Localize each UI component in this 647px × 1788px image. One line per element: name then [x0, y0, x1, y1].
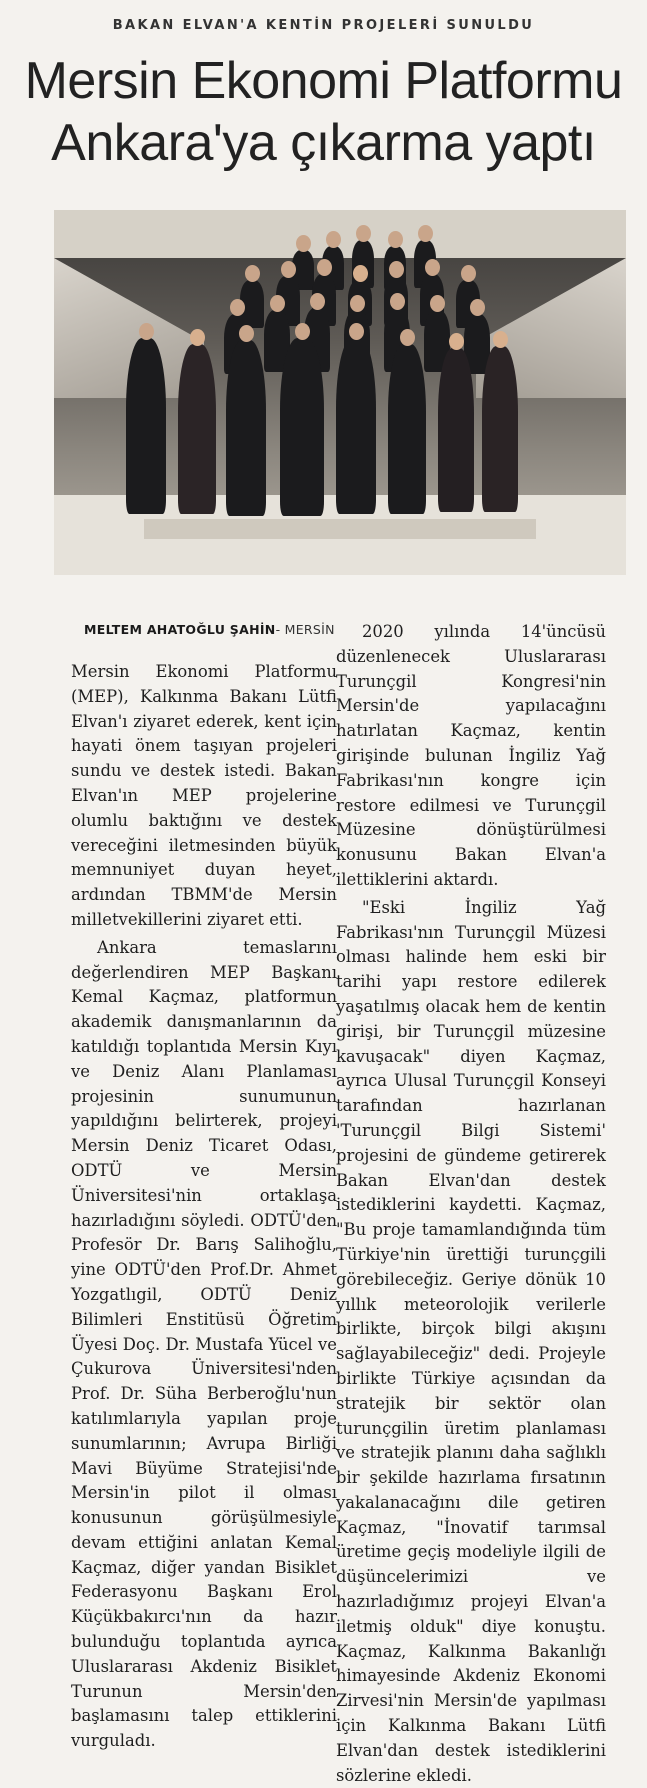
paragraph: Mersin Ekonomi Platformu (MEP), Kalkınma Bakanı Lütfi Elvan'ı ziyaret ederek, kent için hayati önem taşıyan projeleri sundu ve destek istedi. Bakan Elvan'ın MEP projelerine olumlu baktığını ve destek vereceğini iletmesinden büyük memnuniyet duyan heyet, ardından TBMM'de Mersin milletvekillerini ziyaret etti. [71, 662, 337, 929]
article-byline [84, 622, 335, 637]
article-column-1 [71, 660, 337, 1754]
photo-step [144, 519, 536, 539]
headline-line-1: Mersin Ekonomi Platformu [24, 52, 623, 110]
photo-person [438, 348, 474, 512]
group-photo [54, 210, 626, 575]
article-headline [0, 50, 647, 174]
photo-person [126, 338, 166, 514]
headline-line-2: Ankara'ya çıkarma yaptı [51, 114, 596, 172]
byline-author: MELTEM AHATOĞLU ŞAHİN [84, 622, 276, 637]
byline-location: - MERSİN [275, 622, 335, 637]
photo-person [280, 338, 324, 516]
paragraph: 2020 yılında 14'üncüsü düzenlenecek Uluslararası Turunçgil Kongresi'nin Mersin'de yapılacağını hatırlatan Kaçmaz, kentin girişinde bulunan İngiliz Yağ Fabrikası'nın kongre için restore edilmesi ve Turunçgil Müzesine dönüştürülmesi konusunu Bakan Elvan'a ilettiklerini aktardı. [336, 622, 606, 889]
photo-person [388, 344, 426, 514]
photo-person [336, 338, 376, 514]
article-kicker: BAKAN ELVAN'A KENTİN PROJELERİ SUNULDU [112, 18, 535, 33]
photo-person [482, 346, 518, 512]
photo-person [178, 344, 216, 514]
article-column-2 [336, 620, 606, 1788]
photo-person [226, 340, 266, 516]
paragraph: Ankara temaslarını değerlendiren MEP Başkanı Kemal Kaçmaz, platformun akademik danışmanlarının da katıldığı toplantıda Mersin Kıyı ve Deniz Alanı Planlaması projesinin sunumunun yapıldığını belirterek, projeyi Mersin Deniz Ticaret Odası, ODTÜ ve Mersin Üniversitesi'nin ortaklaşa hazırladığını söyledi. ODTÜ'den Profesör Dr. Barış Salihoğlu, yine ODTÜ'den Prof.Dr. Ahmet Yozgatlıgil, ODTÜ Deniz Bilimleri Enstitüsü Öğretim Üyesi Doç. Dr. Mustafa Yücel ve Çukurova Üniversitesi'nden Prof. Dr. Süha Berberoğlu'nun katılımlarıyla yapılan proje sunumlarının; Avrupa Birliği Mavi Büyüme Stratejisi'nde Mersin'in pilot il olması konusunun görüşülmesiyle devam ettiğini anlatan Kemal Kaçmaz, diğer yandan Bisiklet Federasyonu Başkanı Erol Küçükbakırcı'nın da hazır bulunduğu toplantıda ayrıca Uluslararası Akdeniz Bisiklet Turunun Mersin'den başlamasını talep ettiklerini vurguladı. [71, 937, 337, 1751]
paragraph: "Eski İngiliz Yağ Fabrikası'nın Turunçgil Müzesi olması halinde hem eski bir tarihi yapı restore edilerek yaşatılmış olacak hem de kentin girişi, bir Turunçgil müzesine kavuşacak" diyen Kaçmaz, ayrıca Ulusal Turunçgil Konseyi tarafından hazırlanan 'Turunçgil Bilgi Sistemi' projesini de gündeme getirerek Bakan Elvan'dan destek istediklerini kaydetti. Kaçmaz, "Bu proje tamamlandığında tüm Türkiye'nin ürettiği turunçgili görebileceğiz. Geriye dönük 10 yıllık meteorolojik verilerle birlikte, birçok bilgi akışını sağlayabileceğiz" dedi. Projeyle birlikte Türkiye açısından da stratejik bir sektör olan turunçgilin üretim planlaması ve stratejik planını daha sağlıklı bir şekilde hazırlama fırsatının yakalanacağını dile getiren Kaçmaz, "İnovatif tarımsal üretime geçiş modeliyle ilgili de düşüncelerimizi ve hazırladığımız projeyi Elvan'a iletmiş olduk" diye konuştu. Kaçmaz, Kalkınma Bakanlığı himayesinde Akdeniz Ekonomi Zirvesi'nin Mersin'de yapılması için Kalkınma Bakanı Lütfi Elvan'dan destek istediklerini sözlerine ekledi. [336, 897, 606, 1785]
